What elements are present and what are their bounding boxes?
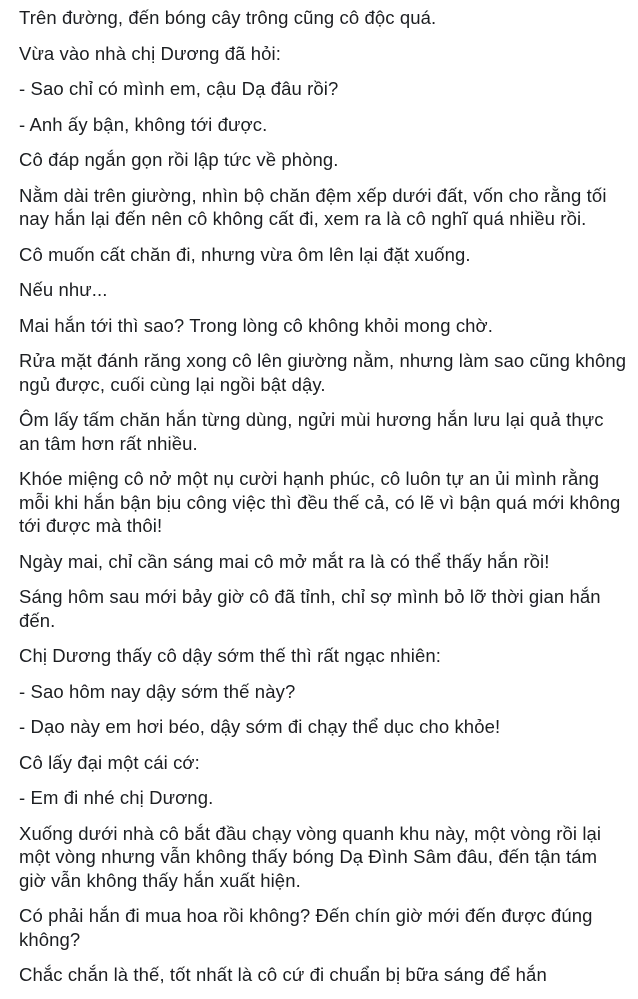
paragraph-13: Ngày mai, chỉ cần sáng mai cô mở mắt ra là có thể thấy hắn rồi! (19, 550, 550, 572)
paragraph-17: - Dạo này em hơi béo, dậy sớm đi chạy thể dục cho khỏe! (19, 716, 501, 737)
paragraph-1: Trên đường, đến bóng cây trông cũng cô độc quá. (19, 7, 437, 28)
paragraph-19: - Em đi nhé chị Dương. (19, 787, 214, 808)
paragraph-6: Nằm dài trên giường, nhìn bộ chăn đệm xếp dưới đất, vốn cho rằng tối nay hắn lại đến nên cô không cất đi, xem ra là cô nghĩ quá nhiều rồi. (19, 184, 607, 229)
paragraph-5: Cô đáp ngắn gọn rồi lập tức về phòng. (19, 149, 339, 170)
paragraph-9: Mai hắn tới thì sao? Trong lòng cô không khỏi mong chờ. (19, 314, 494, 336)
story-text (19, 6, 629, 999)
paragraph-18: Cô lấy đại một cái cớ: (19, 751, 200, 773)
paragraph-12: Khóe miệng cô nở một nụ cười hạnh phúc, cô luôn tự an ủi mình rằng mỗi khi hắn bận bịu công việc thì đều thế cả, có lẽ vì bận quá mới không tới được mà thôi! (19, 468, 621, 536)
paragraph-3: - Sao chỉ có mình em, cậu Dạ đâu rồi? (19, 78, 339, 99)
paragraph-10: Rửa mặt đánh răng xong cô lên giường nằm, nhưng làm sao cũng không ngủ được, cuối cùng lại ngồi bật dậy. (19, 350, 627, 395)
paragraph-16: - Sao hôm nay dậy sớm thế này? (19, 680, 296, 702)
paragraph-2: Vừa vào nhà chị Dương đã hỏi: (19, 42, 281, 64)
paragraph-7: Cô muốn cất chăn đi, nhưng vừa ôm lên lại đặt xuống. (19, 243, 471, 265)
paragraph-22: Chắc chắn là thế, tốt nhất là cô cứ đi chuẩn bị bữa sáng để hắn (19, 964, 547, 985)
paragraph-14: Sáng hôm sau mới bảy giờ cô đã tỉnh, chỉ sợ mình bỏ lỡ thời gian hắn đến. (19, 586, 601, 631)
paragraph-11: Ôm lấy tấm chăn hắn từng dùng, ngửi mùi hương hắn lưu lại quả thực an tâm hơn rất nhiều. (19, 409, 604, 454)
paragraph-21: Có phải hắn đi mua hoa rồi không? Đến chín giờ mới đến được đúng không? (19, 905, 593, 950)
paragraph-4: - Anh ấy bận, không tới được. (19, 113, 268, 135)
paragraph-8: Nếu như... (19, 279, 108, 300)
paragraph-20: Xuống dưới nhà cô bắt đầu chạy vòng quanh khu này, một vòng rồi lại một vòng nhưng vẫn không thấy bóng Dạ Đình Sâm đâu, đến tận tám giờ vẫn không thấy hắn xuất hiện. (19, 822, 602, 891)
paragraph-15: Chị Dương thấy cô dậy sớm thế thì rất ngạc nhiên: (19, 645, 442, 666)
